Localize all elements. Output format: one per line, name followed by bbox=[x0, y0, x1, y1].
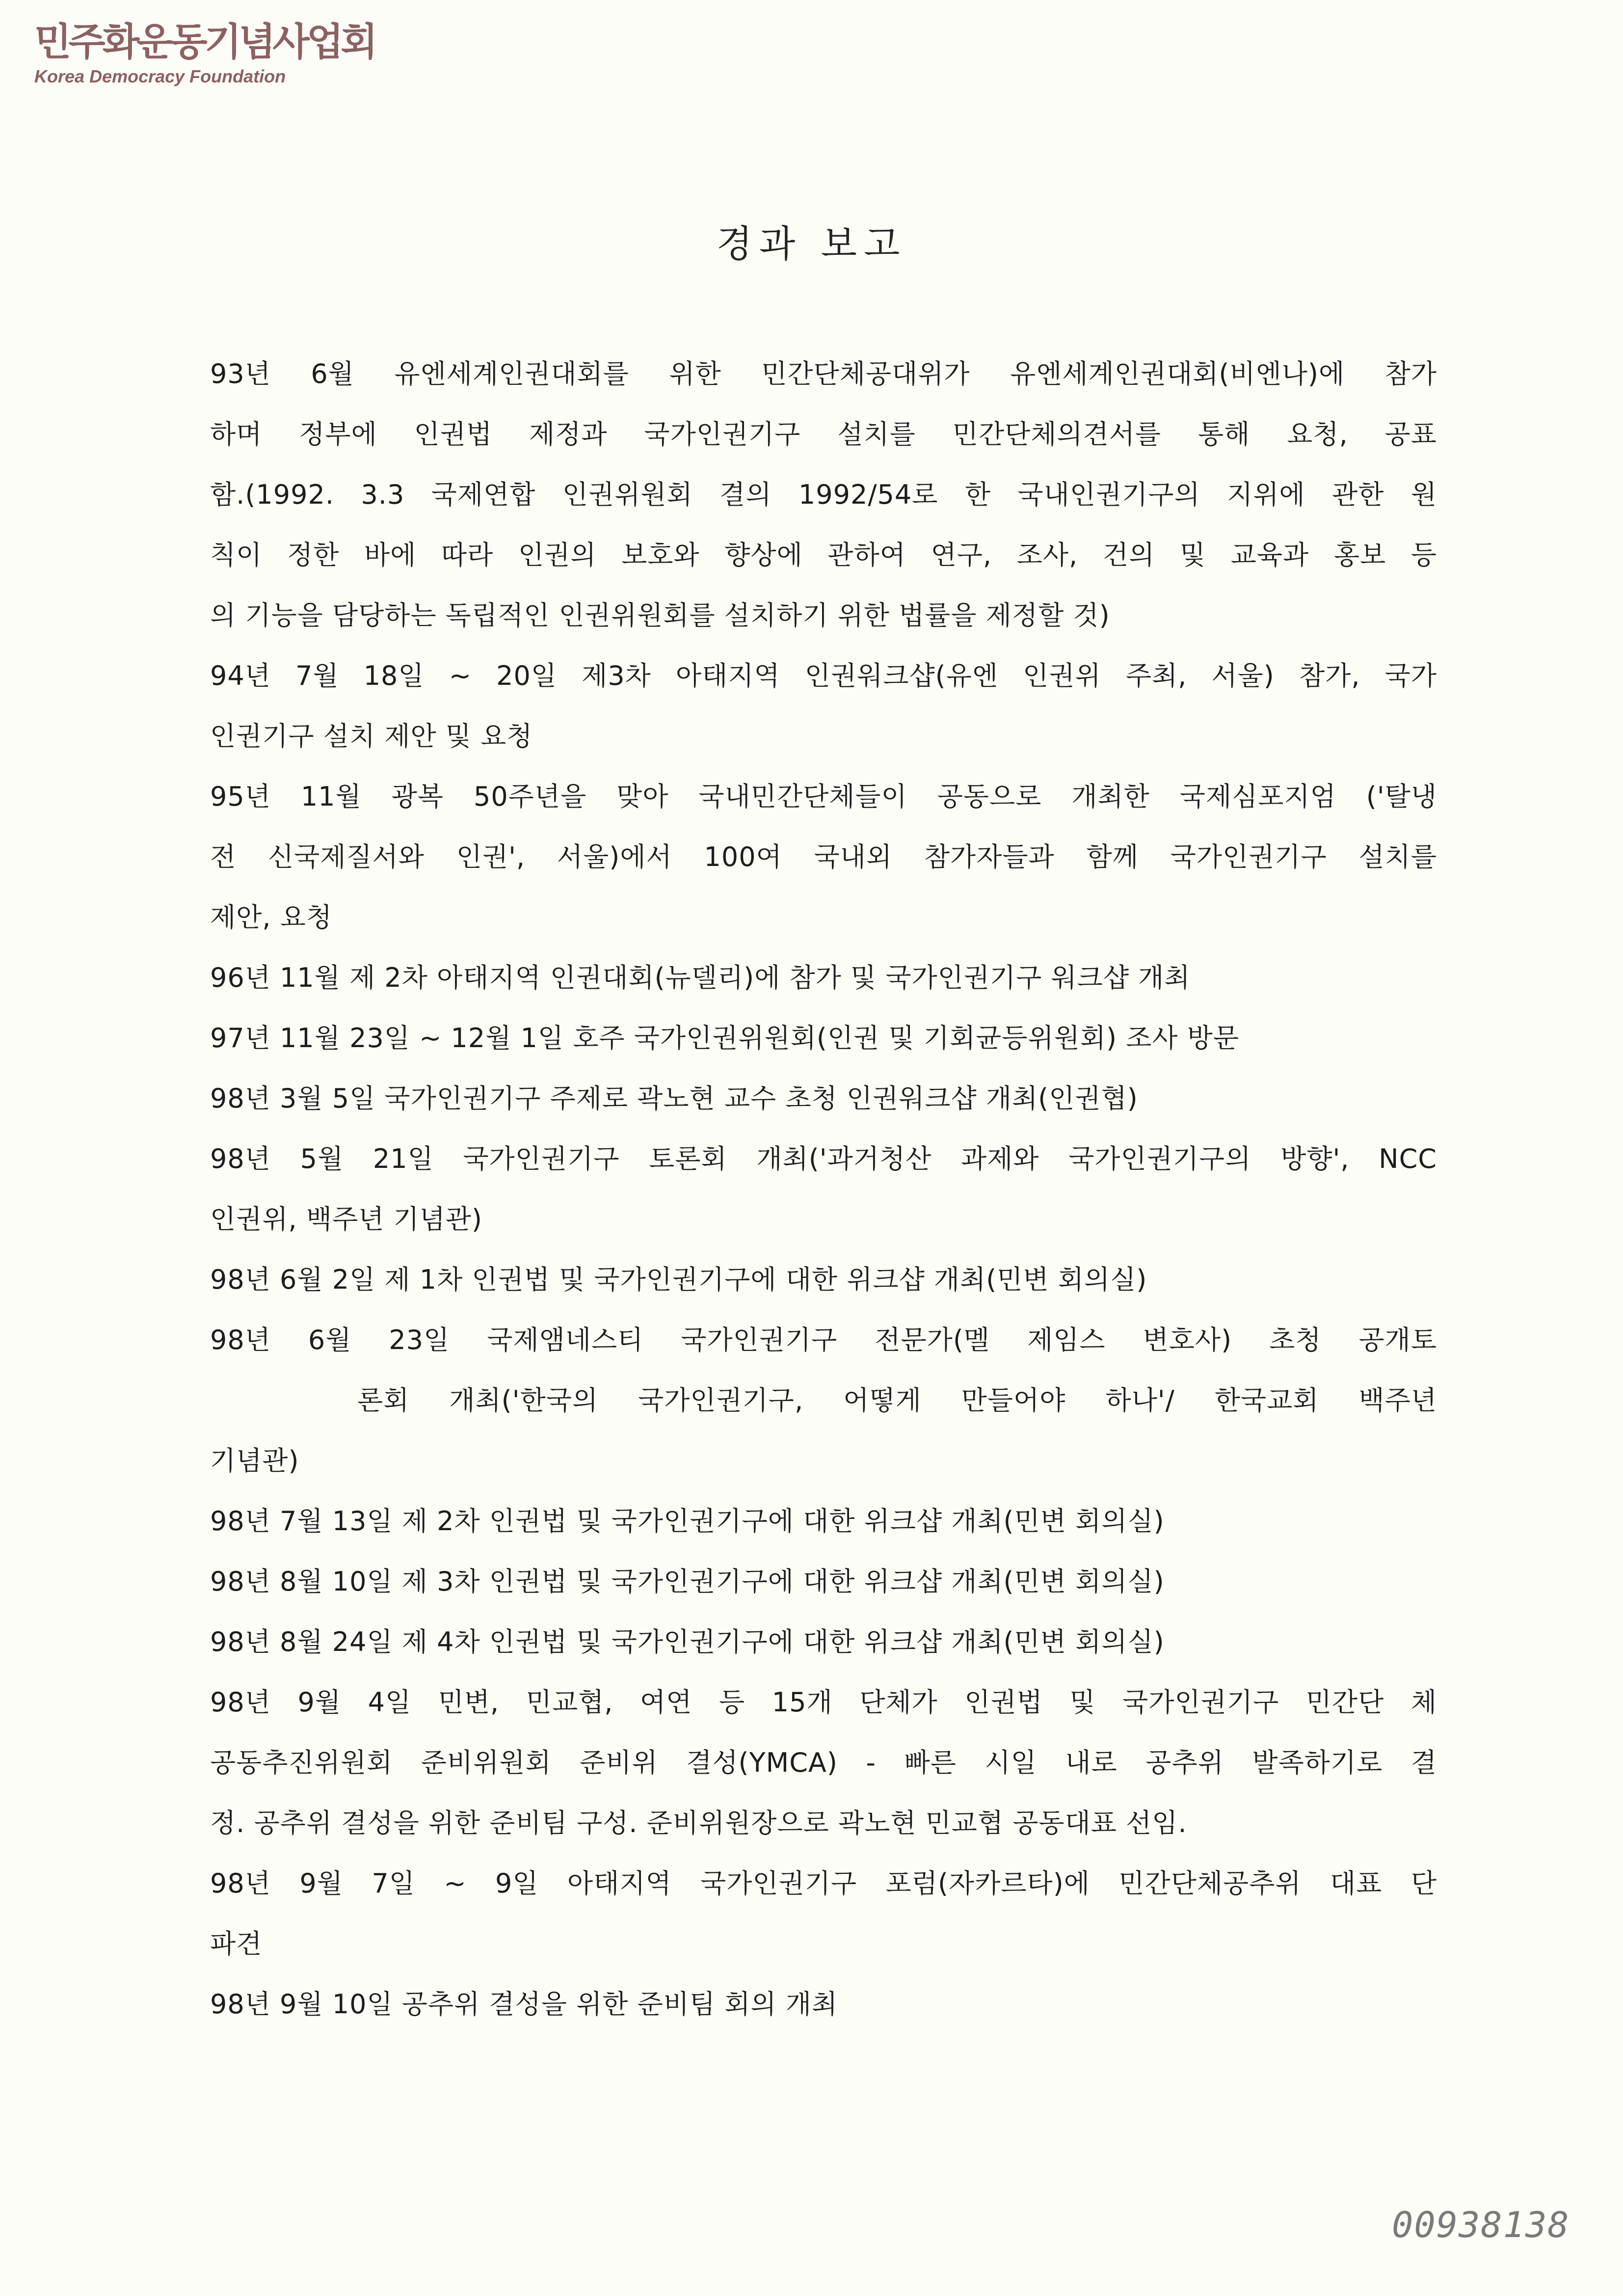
report-entry bbox=[210, 766, 1437, 947]
report-line: 98년 6월 23일 국제앰네스티 국가인권기구 전문가(멜 제임스 변호사) 초청 공개토 bbox=[210, 1324, 1437, 1355]
report-entry bbox=[210, 344, 1437, 646]
report-entry bbox=[210, 1008, 1437, 1068]
report-line: 하며 정부에 인권법 제정과 국가인권기구 설치를 민간단체의견서를 통해 요청, 공표 bbox=[210, 419, 1437, 450]
report-line: 94년 7월 18일 ~ 20일 제3차 아태지역 인권워크샵(유엔 인권위 주최, 서울) 참가, 국가 bbox=[210, 660, 1437, 691]
report-line: 인권기구 설치 제안 및 요청 bbox=[210, 721, 533, 752]
report-line: 98년 9월 10일 공추위 결성을 위한 준비팀 회의 개최 bbox=[210, 1989, 838, 2020]
report-entry bbox=[210, 1310, 1437, 1491]
report-entry bbox=[210, 1129, 1437, 1249]
report-line: 98년 9월 7일 ~ 9일 아태지역 국가인권기구 포럼(자카르타)에 민간단체공추위 대표 단 bbox=[210, 1868, 1437, 1899]
logo-korean-text: 민주화운동기념사업회 bbox=[34, 20, 375, 64]
report-line: 98년 9월 4일 민변, 민교협, 여연 등 15개 단체가 인권법 및 국가인권기구 민간단 체 bbox=[210, 1687, 1437, 1718]
report-line: 공동추진위원회 준비위원회 준비위 결성(YMCA) - 빠른 시일 내로 공추위 발족하기로 결 bbox=[210, 1747, 1437, 1778]
report-line: 기념관) bbox=[210, 1445, 299, 1476]
report-entry bbox=[210, 1672, 1437, 1853]
report-entry bbox=[210, 947, 1437, 1008]
report-entry bbox=[210, 646, 1437, 766]
report-line: 98년 6월 2일 제 1차 인권법 및 국가인권기구에 대한 위크샵 개최(민변 회의실) bbox=[210, 1264, 1147, 1295]
report-line: 칙이 정한 바에 따라 인권의 보호와 향상에 관하여 연구, 조사, 건의 및 교육과 홍보 등 bbox=[210, 540, 1437, 570]
report-entry bbox=[210, 1853, 1437, 1974]
page-title: 경과 보고 bbox=[716, 222, 907, 266]
report-line: 전 신국제질서와 인권', 서울)에서 100여 국내외 참가자들과 함께 국가인권기구 설치를 bbox=[210, 841, 1437, 872]
report-line: 의 기능을 담당하는 독립적인 인권위원회를 설치하기 위한 법률을 제정할 것) bbox=[210, 600, 1110, 631]
report-body bbox=[210, 344, 1437, 2034]
report-line: 95년 11월 광복 50주년을 맞아 국내민간단체들이 공동으로 개최한 국제심포지엄 ('탈냉 bbox=[210, 781, 1437, 812]
report-line: 93년 6월 유엔세계인권대회를 위한 민간단체공대위가 유엔세계인권대회(비엔나)에 참가 bbox=[210, 358, 1437, 389]
report-line: 98년 8월 10일 제 3차 인권법 및 국가인권기구에 대한 위크샵 개최(민변 회의실) bbox=[210, 1566, 1165, 1597]
report-line: 론회 개최('한국의 국가인권기구, 어떻게 만들어야 하나'/ 한국교회 백주년 bbox=[357, 1385, 1437, 1416]
report-line: 함.(1992. 3.3 국제연합 인권위원회 결의 1992/54로 한 국내인권기구의 지위에 관한 원 bbox=[210, 479, 1437, 510]
report-entry bbox=[210, 1551, 1437, 1612]
logo-english-text: Korea Democracy Foundation bbox=[34, 66, 286, 86]
report-line: 제안, 요청 bbox=[210, 902, 332, 933]
report-entry bbox=[210, 1068, 1437, 1129]
report-entry bbox=[210, 1612, 1437, 1672]
report-line: 파견 bbox=[210, 1928, 263, 1959]
report-line: 98년 3월 5일 국가인권기구 주제로 곽노현 교수 초청 인권워크샵 개최(인권협) bbox=[210, 1083, 1138, 1114]
report-line: 인권위, 백주년 기념관) bbox=[210, 1204, 483, 1235]
foundation-logo bbox=[34, 20, 374, 86]
archive-number-stamp: 00938138 bbox=[1392, 2204, 1570, 2245]
report-line: 98년 8월 24일 제 4차 인권법 및 국가인권기구에 대한 위크샵 개최(민변 회의실) bbox=[210, 1626, 1165, 1657]
report-line: 97년 11월 23일 ~ 12월 1일 호주 국가인권위원회(인권 및 기회균등위원회) 조사 방문 bbox=[210, 1023, 1239, 1053]
report-entry bbox=[210, 1974, 1437, 2034]
report-line: 96년 11월 제 2차 아태지역 인권대회(뉴델리)에 참가 및 국가인권기구 워크샵 개최 bbox=[210, 962, 1191, 993]
report-line: 정. 공추위 결성을 위한 준비팀 구성. 준비위원장으로 곽노현 민교협 공동대표 선임. bbox=[210, 1808, 1187, 1838]
report-entry bbox=[210, 1491, 1437, 1551]
report-line: 98년 5월 21일 국가인권기구 토론회 개최('과거청산 과제와 국가인권기구의 방향', NCC bbox=[210, 1143, 1437, 1174]
report-entry bbox=[210, 1249, 1437, 1310]
report-line: 98년 7월 13일 제 2차 인권법 및 국가인권기구에 대한 위크샵 개최(민변 회의실) bbox=[210, 1506, 1165, 1537]
